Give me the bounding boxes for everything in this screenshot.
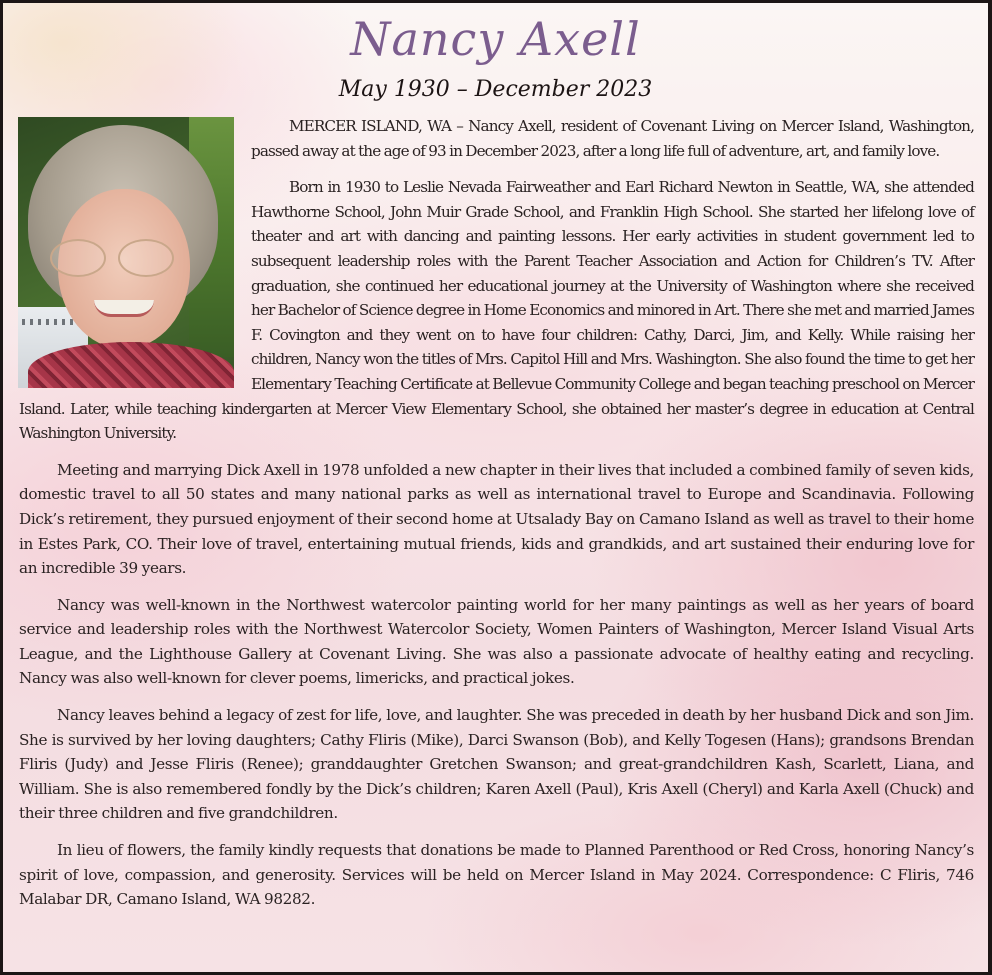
obituary-page bbox=[3, 3, 988, 972]
paragraph-art: Nancy was well-known in the Northwest watercolor painting world for her many paintings as well as her years of board service and leadership roles with the Northwest Watercolor Society, Women Painters of Washington, Mercer Island Visual Arts League, and the Lighthouse Gallery at Covenant Living. She was also a passionate advocate of healthy eating and recycling. Nancy was also well-known for clever poems, limericks, and practical jokes. bbox=[19, 595, 974, 688]
obituary-name-heading: Nancy Axell bbox=[350, 12, 641, 66]
obituary-body bbox=[19, 114, 974, 924]
paragraph-memorial: In lieu of flowers, the family kindly requests that donations be made to Planned Parenthood or Red Cross, honoring Nancy’s spirit of love, compassion, and generosity. Services will be held on Mercer Island in May 2024. Correspondence: C Fliris, 746 Malabar DR, Camano Island, WA 98282. bbox=[19, 841, 974, 909]
paragraph-marriage: Meeting and marrying Dick Axell in 1978 unfolded a new chapter in their lives that included a combined family of seven kids, domestic travel to all 50 states and many national parks as well as international travel to Europe and Scandinavia. Following Dick’s retirement, they pursued enjoyment of their second home at Utsalady Bay on Camano Island as well as travel to their home in Estes Park, CO. Their love of travel, entertaining mutual friends, kids and grandkids, and art sustained their enduring love for an incredible 39 years. bbox=[19, 460, 974, 578]
paragraph-family: Nancy leaves behind a legacy of zest for life, love, and laughter. She was preceded in death by her husband Dick and son Jim. She is survived by her loving daughters; Cathy Fliris (Mike), Darci Swanson (Bob), and Kelly Togesen (Hans); grandsons Brendan Fliris (Judy) and Jesse Fliris (Renee); granddaughter Gretchen Swanson; and great-grandchildren Kash, Scarlett, Liana, and William. She is also remembered fondly by the Dick’s children; Karen Axell (Paul), Kris Axell (Cheryl) and Karla Axell (Chuck) and their three children and five grandchildren. bbox=[19, 706, 974, 823]
obituary-dates: May 1930 – December 2023 bbox=[338, 77, 653, 102]
paragraph-early-life: Born in 1930 to Leslie Nevada Fairweather and Earl Richard Newton in Seattle, WA, she attended Hawthorne School, John Muir Grade School, and Franklin High School. She started her lifelong love of theater and art with dancing and painting lessons. Her early activities in student government led to subsequent leadership roles with the Parent Teacher Association and Action for Children’s TV. After graduation, she continued her educational journey at the University of Washington where she received her Bachelor of Science degree in Home Economics and minored in Art. There she met and married James F. Covington and they went on to have four children: Cathy, Darci, Jim, and Kelly. While raising her children, Nancy won the titles of Mrs. Capitol Hill and Mrs. Washington. She also found the time to get her Elementary Teaching Certificate at Bellevue Community College and began teaching preschool on Mercer Island. Later, while teaching kindergarten at Mercer View Elementary School, she obtained her master’s degree in education at Central Washington University. bbox=[19, 178, 974, 443]
paragraph-intro: MERCER ISLAND, WA – Nancy Axell, resident of Covenant Living on Mercer Island, Washington, passed away at the age of 93 in December 2023, after a long life full of adventure, art, and family love. bbox=[251, 117, 974, 160]
